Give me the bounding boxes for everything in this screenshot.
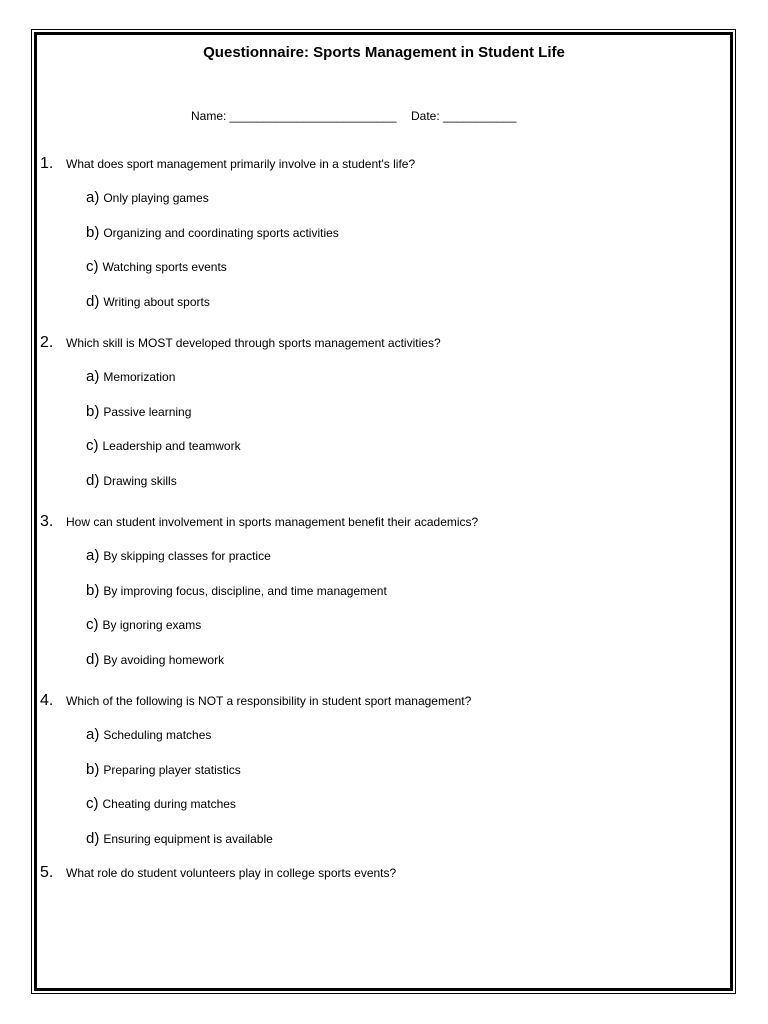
question-4-option-a (86, 726, 211, 744)
question-text: Which of the following is NOT a responsibility in student sport management? (66, 694, 472, 708)
option-letter: a) (86, 368, 100, 385)
question-number: 3. (40, 513, 54, 530)
question-1 (40, 155, 415, 173)
option-text: Only playing games (103, 191, 209, 205)
option-text: Ensuring equipment is available (103, 832, 273, 846)
option-text: Leadership and teamwork (102, 439, 241, 453)
question-number: 2. (40, 334, 54, 351)
option-text: Preparing player statistics (103, 763, 241, 777)
option-letter: d) (86, 293, 100, 310)
option-text: Drawing skills (103, 474, 177, 488)
question-4-option-c (86, 795, 236, 813)
option-letter: c) (86, 258, 99, 275)
option-text: By ignoring exams (102, 618, 202, 632)
option-letter: d) (86, 472, 100, 489)
question-text: How can student involvement in sports management benefit their academics? (66, 515, 479, 529)
question-2-option-c (86, 437, 241, 455)
question-2 (40, 334, 441, 352)
question-2-option-b (86, 403, 191, 421)
question-text: What role do student volunteers play in college sports events? (66, 866, 397, 880)
option-text: Passive learning (103, 405, 192, 419)
option-letter: b) (86, 224, 100, 241)
question-1-option-a (86, 189, 209, 207)
option-text: By avoiding homework (103, 653, 225, 667)
option-letter: b) (86, 582, 100, 599)
question-1-option-d (86, 293, 210, 311)
option-text: Writing about sports (103, 295, 210, 309)
option-text: Memorization (103, 370, 176, 384)
option-letter: c) (86, 616, 99, 633)
question-4-option-b (86, 761, 241, 779)
question-4 (40, 692, 471, 710)
option-letter: c) (86, 795, 99, 812)
question-text: Which skill is MOST developed through sports management activities? (66, 336, 441, 350)
question-3-option-d (86, 651, 224, 669)
option-letter: c) (86, 437, 99, 454)
date-field-label: Date: ___________ (411, 109, 517, 123)
question-2-option-d (86, 472, 177, 490)
question-3-option-b (86, 582, 387, 600)
question-4-option-d (86, 830, 273, 848)
option-text: Cheating during matches (102, 797, 236, 811)
option-letter: d) (86, 830, 100, 847)
option-letter: a) (86, 189, 100, 206)
option-letter: a) (86, 726, 100, 743)
option-text: Organizing and coordinating sports activities (103, 226, 339, 240)
option-text: By skipping classes for practice (103, 549, 271, 563)
question-2-option-a (86, 368, 175, 386)
question-3 (40, 513, 478, 531)
question-3-option-c (86, 616, 201, 634)
document-title: Questionnaire: Sports Management in Student Life (203, 44, 565, 61)
question-text: What does sport management primarily involve in a student's life? (66, 157, 416, 171)
name-field-label: Name: _________________________ (191, 109, 397, 123)
question-3-option-a (86, 547, 271, 565)
option-text: Watching sports events (102, 260, 227, 274)
option-letter: a) (86, 547, 100, 564)
question-1-option-c (86, 258, 227, 276)
question-5 (40, 864, 396, 882)
option-text: Scheduling matches (103, 728, 212, 742)
option-text: By improving focus, discipline, and time management (103, 584, 387, 598)
option-letter: b) (86, 403, 100, 420)
question-number: 4. (40, 692, 54, 709)
question-number: 1. (40, 155, 54, 172)
question-1-option-b (86, 224, 339, 242)
option-letter: b) (86, 761, 100, 778)
option-letter: d) (86, 651, 100, 668)
question-number: 5. (40, 864, 54, 881)
